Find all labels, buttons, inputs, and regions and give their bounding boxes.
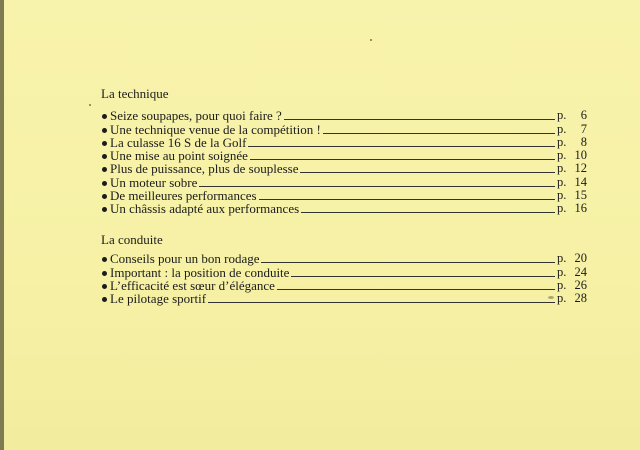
bullet-icon: [102, 181, 107, 186]
toc-entry-label: Important : la position de conduite: [110, 264, 290, 280]
toc-entry-page: p. 24: [557, 264, 587, 279]
dot-leader: [277, 288, 555, 290]
toc-entry-label: Une mise au point soignée: [110, 148, 248, 164]
toc-entry-page: p. 6: [557, 108, 587, 123]
toc-list-conduite: [101, 252, 587, 305]
bullet-icon: [102, 167, 107, 172]
dot-leader: [208, 301, 555, 303]
toc-entry-label: Seize soupapes, pour quoi faire ?: [110, 108, 282, 124]
toc-entry[interactable]: [101, 202, 587, 215]
toc-entry-label: Plus de puissance, plus de souplesse: [110, 161, 299, 177]
bullet-icon: [102, 257, 107, 262]
bullet-icon: [102, 271, 107, 276]
toc-entry[interactable]: [101, 189, 587, 202]
toc-entry[interactable]: [101, 252, 587, 265]
toc-entry-page: p. 15: [557, 188, 587, 203]
toc-entry-label: Un châssis adapté aux performances: [110, 201, 300, 217]
toc-entry-page: p. 8: [557, 134, 587, 149]
paper-speck: [370, 39, 372, 41]
toc-entry-label: Une technique venue de la compétition !: [110, 121, 321, 137]
bullet-icon: [102, 194, 107, 199]
paper-speck: [89, 104, 91, 106]
toc-entry-page: p. 20: [557, 251, 587, 266]
dot-leader: [248, 145, 555, 147]
dot-leader: [284, 118, 555, 120]
toc-entry-page: p. 16: [557, 201, 587, 216]
toc-entry[interactable]: [101, 265, 587, 278]
toc-entry-label: De meilleures performances: [110, 188, 257, 204]
bullet-icon: [102, 297, 107, 302]
toc-entry-page: p. 26: [557, 277, 587, 292]
section-title-conduite: La conduite: [101, 232, 163, 247]
toc-entry-page: p. 10: [557, 148, 587, 163]
toc-entry-label: L’efficacité est sœur d’élégance: [110, 277, 275, 293]
dot-leader: [250, 158, 555, 160]
toc-entry[interactable]: [101, 122, 587, 135]
toc-entry-label: La culasse 16 S de la Golf: [110, 134, 247, 150]
bullet-icon: [102, 284, 107, 289]
dot-leader: [259, 198, 555, 200]
toc-list-technique: [101, 109, 587, 215]
bullet-icon: [102, 141, 107, 146]
dot-leader: [301, 211, 555, 213]
dot-leader: [291, 275, 555, 277]
bullet-icon: [102, 114, 107, 119]
bullet-icon: [102, 207, 107, 212]
dot-leader: [323, 132, 555, 134]
page-edge-shadow: [0, 0, 4, 450]
dot-leader: [261, 261, 555, 263]
dot-leader: [300, 171, 555, 173]
bullet-icon: [102, 128, 107, 133]
toc-entry-label: Conseils pour un bon rodage: [110, 251, 260, 267]
toc-entry[interactable]: [101, 162, 587, 175]
paper-speck: [548, 296, 554, 299]
toc-entry[interactable]: [101, 279, 587, 292]
toc-entry[interactable]: [101, 175, 587, 188]
toc-entry-label: Un moteur sobre: [110, 174, 198, 190]
toc-entry[interactable]: [101, 292, 587, 305]
toc-entry-label: Le pilotage sportif: [110, 291, 207, 307]
toc-entry-page: p. 28: [557, 291, 587, 306]
toc-entry-page: p. 12: [557, 161, 587, 176]
toc-entry[interactable]: [101, 149, 587, 162]
toc-entry-page: p. 14: [557, 174, 587, 189]
toc-entry[interactable]: [101, 136, 587, 149]
bullet-icon: [102, 154, 107, 159]
toc-entry-page: p. 7: [557, 121, 587, 136]
dot-leader: [199, 185, 555, 187]
toc-entry[interactable]: [101, 109, 587, 122]
section-title-technique: La technique: [101, 86, 169, 101]
